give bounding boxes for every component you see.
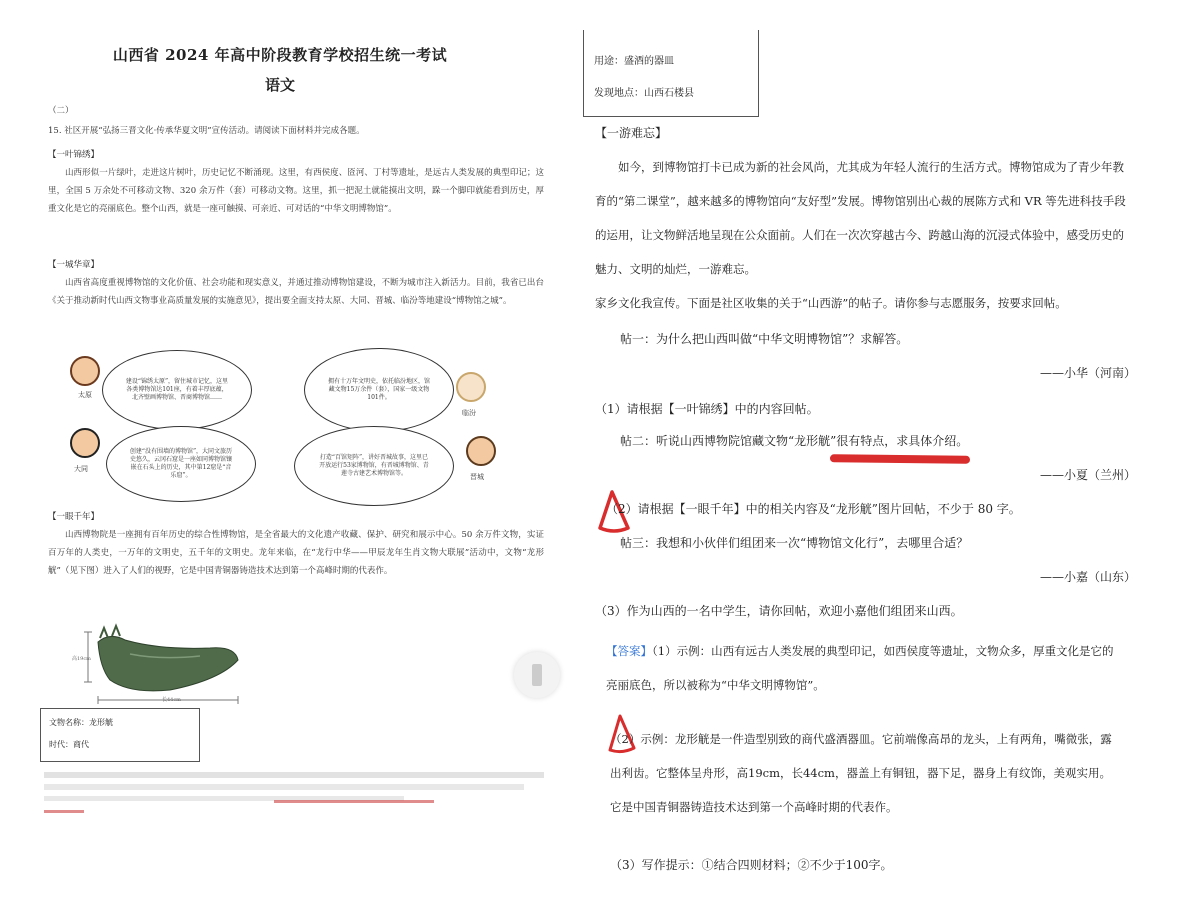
post-1: 帖一：为什么把山西叫做“中华文明博物馆”？求解答。 — [620, 332, 909, 346]
post-2-author: ——小夏（兰州） — [1040, 468, 1137, 482]
section-heading-4: 【一游难忘】 — [595, 126, 668, 140]
linfen-avatar — [456, 372, 486, 402]
post-3: 帖三：我想和小伙伴们组团来一次“博物馆文化行”，去哪里合适？ — [620, 536, 969, 550]
answer-1-text: （1）示例：山西有远古人类发展的典型印记，如西侯度等遗址，文物众多，厚重文化是它的亮丽底色，所以被称为“中华文明博物馆”。 — [606, 644, 1114, 692]
jincheng-avatar — [466, 436, 496, 466]
taiyuan-avatar — [70, 356, 100, 386]
artifact-card-left — [40, 708, 200, 762]
section-text-3: 山西博物院是一座拥有百年历史的综合性博物馆，是全省最大的文化遗产收藏、保护、研究和展示中心。50 余万件文物，实证百万年的人类史，一万年的文明史，五千年的文明史。龙年来临，在“龙行中华——甲辰龙年生肖文物大联展”活动中，文物“龙形觥”（见下图）进入了人们的视野，它是中国青铜器铸造技术达到第一个高峰时期的代表作。 — [48, 530, 544, 576]
height-label: 高19cm — [72, 656, 91, 662]
answer-1 — [606, 634, 1116, 702]
artifact-place: 发现地点：山西石楼县 — [594, 88, 694, 99]
bubble-datong: 创建“没有围墙的博物馆”，大同文旅历史悠久，云冈石窟是一座如同博物馆镶嵌在石头上的历史，其中第12窟是“音乐窟”。 — [106, 426, 256, 502]
question-1: （1）请根据【一叶锦绣】中的内容回帖。 — [595, 402, 819, 416]
city-linfen: 临汾 — [462, 409, 476, 417]
section-heading-2: 【一城华章】 — [48, 260, 100, 270]
exam-subject: 语文 — [264, 76, 295, 94]
section-heading-3: 【一眼千年】 — [48, 512, 100, 522]
city-taiyuan: 太原 — [78, 391, 92, 399]
red-underline-mark — [830, 454, 970, 463]
artifact-use: 用途：盛酒的器皿 — [594, 56, 674, 67]
dragon-gong-image — [70, 620, 250, 710]
scroll-handle[interactable] — [514, 652, 560, 698]
artifact-era: 时代：商代 — [49, 740, 89, 749]
answer-3: （3）写作提示：①结合四则材料；②不少于100字。 — [610, 858, 893, 872]
question-2: （2）请根据【一眼千年】中的相关内容及“龙形觥”图片回帖，不少于 80 字。 — [606, 502, 1021, 516]
question-3: （3）作为山西的一名中学生，请你回帖，欢迎小嘉他们组团来山西。 — [595, 604, 963, 618]
exam-title: 山西省 2024 年高中阶段教育学校招生统一考试 — [112, 46, 448, 64]
answer-2: （2）示例：龙形觥是一件造型别致的商代盛酒器皿。它前端像高昂的龙头，上有两角，嘴微张，露出利齿。它整体呈舟形，高19cm，长44cm，器盖上有铜钮，器下足，器身上有纹饰，美观实用。它是中国青铜器铸造技术达到第一个高峰时期的代表作。 — [610, 732, 1112, 814]
section-heading-1: 【一叶锦绣】 — [48, 150, 100, 160]
bubble-jincheng: 打造“百馆矩阵”，讲好晋城故事，这里已开放运行53家博物馆，有晋城博物馆、青莲寺古建艺术博物馆等。 — [294, 426, 454, 506]
scroll-grip-icon — [532, 664, 542, 686]
answer-tag: 【答案】 — [606, 644, 652, 658]
section-text-1: 山西形似一片绿叶，走进这片树叶，历史记忆不断涌现。这里，有西侯度、匼河、丁村等遗址，是远古人类发展的典型印记；这里，全国 5 万余处不可移动文物、320 余万件（套）可移动文物。这里，抓一把泥土就能摸出文明，跺一个脚印就能看到历史，厚重文化是它的亮丽底色。整个山西，就是一座可触摸、可亲近、可对话的“中华文明博物馆”。 — [48, 168, 544, 214]
datong-avatar — [70, 428, 100, 458]
blurred-text-region — [44, 770, 544, 820]
section-text-2: 山西省高度重视博物馆的文化价值、社会功能和现实意义，并通过推动博物馆建设，不断为城市注入新活力。目前，我省已出台《关于推动新时代山西文物事业高质量发展的实施意见》，提出要全面支持太原、大同、晋城、临汾等地建设“博物馆之城”。 — [48, 278, 544, 306]
section-text-4: 如今，到博物馆打卡已成为新的社会风尚，尤其成为年轻人流行的生活方式。博物馆成为了青少年教育的“第二课堂”，越来越多的博物馆向“友好型”发展。博物馆别出心裁的展陈方式和 VR 等先进科技手段的运用，让文物鲜活地呈现在公众面前。人们在一次次穿越古今、跨越山海的沉浸式体验中，感受历史的魅力、文明的灿烂，一游难忘。 — [595, 160, 1126, 276]
question-15: 15. 社区开展“弘扬三晋文化·传承华夏文明”宣传活动。请阅读下面材料并完成各题。 — [48, 126, 365, 136]
left-page — [0, 0, 560, 901]
post-3-author: ——小嘉（山东） — [1040, 570, 1137, 584]
post-1-author: ——小华（河南） — [1040, 366, 1137, 380]
part-label: （二） — [48, 106, 74, 116]
artifact-name: 文物名称：龙形觥 — [49, 718, 113, 727]
bubble-linfen: 拥有十万年文明史，依托临汾地区，馆藏文物15万余件（套），国家一级文物101件。 — [304, 348, 454, 432]
bubble-taiyuan: 建设“锦绣太原”，留住城市记忆，这里各类博物馆达101座，有着丰厚底蕴，北齐壁画博物馆、晋商博物馆…… — [102, 350, 252, 430]
length-label: 长44cm — [162, 697, 181, 703]
post-2: 帖二：听说山西博物院馆藏文物“龙形觥”很有特点，求具体介绍。 — [620, 434, 969, 448]
artifact-card-right — [583, 30, 759, 117]
city-datong: 大同 — [74, 465, 88, 473]
city-jincheng: 晋城 — [470, 473, 484, 481]
intro-text: 家乡文化我宣传。下面是社区收集的关于“山西游”的帖子。请你参与志愿服务，按要求回帖。 — [595, 296, 1067, 310]
